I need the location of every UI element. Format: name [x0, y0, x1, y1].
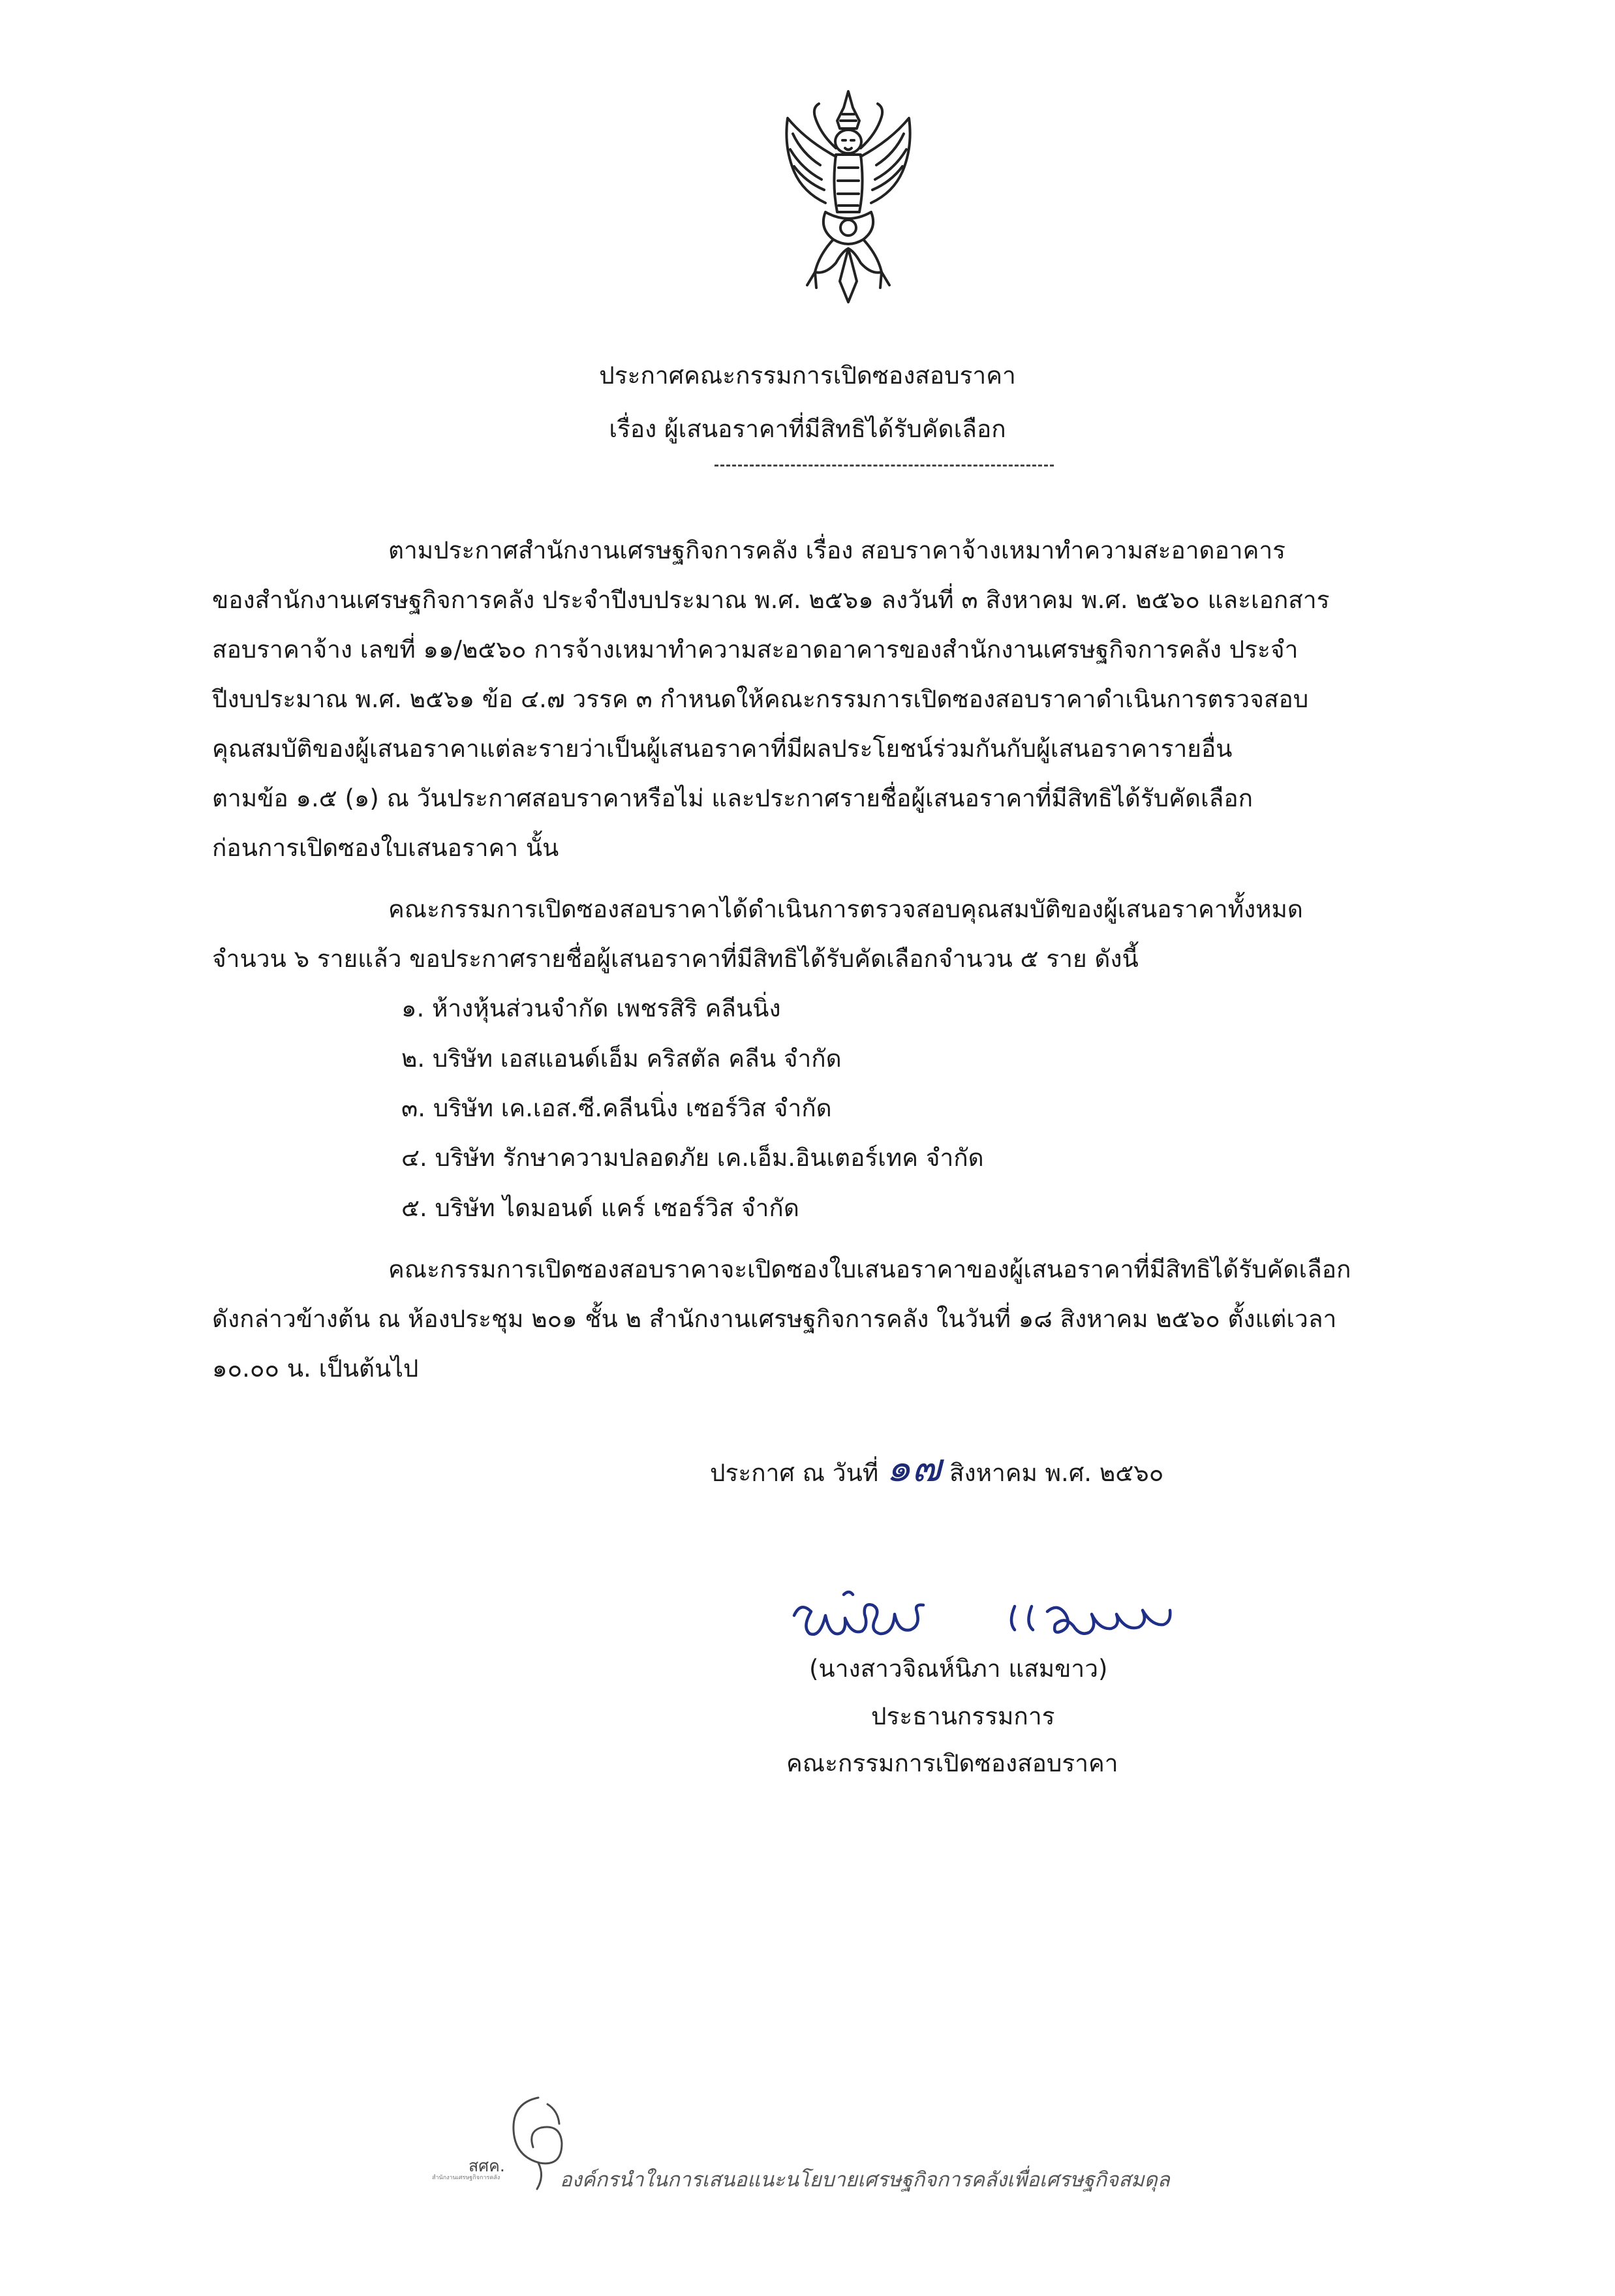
header-divider	[715, 465, 1054, 467]
paragraph-line: สอบราคาจ้าง เลขที่ ๑๑/๒๕๖๐ การจ้างเหมาทำความสะอาดอาคารของสำนักงานเศรษฐกิจการคลัง ประจำ	[212, 635, 1299, 664]
announcement-subject: เรื่อง ผู้เสนอราคาที่มีสิทธิได้รับคัดเลือก	[609, 415, 1006, 443]
signatory-title: ประธานกรรมการ	[871, 1702, 1055, 1730]
handwritten-signature	[786, 1578, 1204, 1649]
paragraph-line: ตามประกาศสำนักงานเศรษฐกิจการคลัง เรื่อง สอบราคาจ้างเหมาทำความสะอาดอาคาร	[388, 536, 1285, 564]
paragraph-line: ตามข้อ ๑.๕ (๑) ณ วันประกาศสอบราคาหรือไม่ และประกาศรายชื่อผู้เสนอราคาที่มีสิทธิได้รับคัดเลือก	[212, 784, 1253, 812]
dateline-prefix: ประกาศ ณ วันที่	[710, 1459, 879, 1487]
paragraph-line: คุณสมบัติของผู้เสนอราคาแต่ละรายว่าเป็นผู้เสนอราคาที่มีผลประโยชน์ร่วมกันกับผู้เสนอราคารายอื่น	[212, 735, 1233, 763]
dateline-suffix: สิงหาคม พ.ศ. ๒๕๖๐	[949, 1459, 1164, 1487]
announcement-title: ประกาศคณะกรรมการเปิดซองสอบราคา	[599, 361, 1016, 390]
list-item: ๔. บริษัท รักษาความปลอดภัย เค.เอ็ม.อินเตอร์เทค จำกัด	[401, 1144, 984, 1172]
paragraph-line: ก่อนการเปิดซองใบเสนอราคา นั้น	[212, 834, 559, 862]
list-item: ๓. บริษัท เค.เอส.ซี.คลีนนิ่ง เซอร์วิส จำกัด	[401, 1094, 832, 1122]
paragraph-line: คณะกรรมการเปิดซองสอบราคาได้ดำเนินการตรวจสอบคุณสมบัติของผู้เสนอราคาทั้งหมด	[388, 895, 1303, 923]
footer-org-name: สำนักงานเศรษฐกิจการคลัง	[432, 2175, 500, 2181]
footer-abbreviation: สศค.	[469, 2156, 505, 2175]
list-item: ๑. ห้างหุ้นส่วนจำกัด เพชรสิริ คลีนนิ่ง	[401, 994, 781, 1022]
list-item: ๒. บริษัท เอสแอนด์เอ็ม คริสตัล คลีน จำกัด	[401, 1045, 842, 1073]
paragraph-line: ดังกล่าวข้างต้น ณ ห้องประชุม ๒๐๑ ชั้น ๒ สำนักงานเศรษฐกิจการคลัง ในวันที่ ๑๘ สิงหาคม ๒๕๖๐ ตั้งแต่เวลา	[212, 1305, 1337, 1333]
signatory-committee: คณะกรรมการเปิดซองสอบราคา	[786, 1749, 1118, 1777]
list-item: ๕. บริษัท ไดมอนด์ แคร์ เซอร์วิส จำกัด	[401, 1194, 799, 1222]
paragraph-line: ของสำนักงานเศรษฐกิจการคลัง ประจำปีงบประมาณ พ.ศ. ๒๕๖๑ ลงวันที่ ๓ สิงหาคม พ.ศ. ๒๕๖๐ และเอกสาร	[212, 586, 1330, 614]
dateline	[710, 1445, 1164, 1492]
paragraph-line: ปีงบประมาณ พ.ศ. ๒๕๖๑ ข้อ ๔.๗ วรรค ๓ กำหนดให้คณะกรรมการเปิดซองสอบราคาดำเนินการตรวจสอบ	[212, 685, 1309, 713]
footer-slogan: องค์กรนำในการเสนอแนะนโยบายเศรษฐกิจการคลังเพื่อเศรษฐกิจสมดุล	[560, 2168, 1170, 2192]
paragraph-line: จำนวน ๖ รายแล้ว ขอประกาศรายชื่อผู้เสนอราคาที่มีสิทธิได้รับคัดเลือกจำนวน ๕ ราย ดังนี้	[212, 945, 1139, 973]
paragraph-line: ๑๐.๐๐ น. เป็นต้นไป	[212, 1355, 419, 1383]
signatory-name: (นางสาวจิณห์นิภา แสมขาว)	[809, 1655, 1108, 1683]
garuda-emblem	[780, 88, 917, 307]
paragraph-line: คณะกรรมการเปิดซองสอบราคาจะเปิดซองใบเสนอราคาของผู้เสนอราคาที่มีสิทธิได้รับคัดเลือก	[388, 1255, 1351, 1283]
dateline-day: ๑๗	[885, 1445, 942, 1491]
